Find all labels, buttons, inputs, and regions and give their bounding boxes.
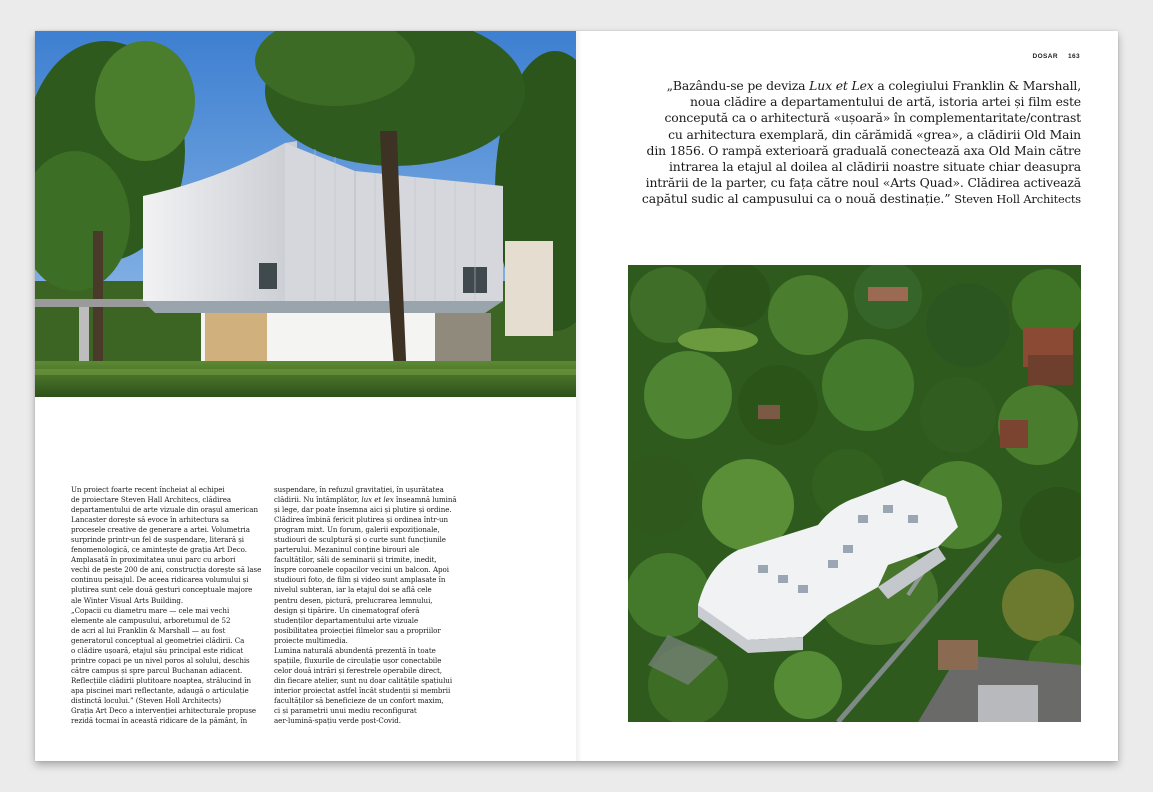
motto: lux et lex [361, 495, 394, 505]
text-line: și lege, dar poate însemna aici și plutire și ordine. [274, 505, 452, 515]
text-line: Lumina naturală abundentă prezentă în toate [274, 645, 436, 655]
text-line: de acri al lui Franklin & Marshall — au fost [71, 625, 226, 635]
text-line: design și tipărire. Un cinematograf oferă [274, 605, 420, 615]
text-line: celor două intrări și ferestrele operabile direct, [274, 665, 442, 675]
text-line: suspendare, în refuzul gravitației, în ușurătatea [274, 485, 444, 494]
text-line: Clădirea îmbină fericit plutirea și ordinea într-un [274, 515, 449, 525]
text-line: ale Winter Visual Arts Building. [71, 595, 184, 605]
quote-line: intrării de la parter, cu fața către noul «Arts Quad». Clădirea activează [645, 175, 1081, 191]
text-line: Grația Art Deco a intervenției arhitecturale propuse [71, 706, 257, 716]
text-line: Un proiect foarte recent încheiat al echipei [71, 485, 225, 494]
text-line: procesele creative de generare a artei. Volumetria [71, 525, 250, 535]
section-label: DOSAR [1032, 53, 1058, 60]
text-line: o clădire ușoară, etajul său principal este ridicat [71, 645, 244, 655]
text-line: distinctă locului.” (Steven Holl Architects) [71, 695, 222, 705]
text-line: aer-lumină-spațiu verde post-Covid. [274, 716, 401, 725]
text-line: înspre coroanele copacilor vecini un balcon. Apoi [274, 565, 449, 575]
text-line: generatorul conceptual al geometriei clădirii. Ca [71, 635, 245, 645]
text-line: facultăților să beneficieze de un confort maxim, [274, 695, 444, 705]
text-line: Amplasată în proximitatea unui parc cu arbori [71, 555, 236, 565]
text-line: facultăților, săli de seminarii și trimite, inedit, [274, 555, 437, 565]
text-line: nivelul subteran, iar la etajul doi se află cele [274, 585, 432, 595]
text-line: printre copaci pe un nivel poros al solului, deschis [71, 655, 250, 665]
building-exterior-photo [35, 31, 576, 397]
text-line: posibilitatea proiecției filmelor sau a propriilor [274, 625, 441, 635]
text-line: de proiectare Steven Hall Architecs, clădirea [71, 495, 232, 505]
text-line: pentru desen, pictură, prelucrarea lemnului, [274, 595, 433, 605]
text-line: studenților departamentului arte vizuale [274, 615, 419, 625]
body-text-column-2 [274, 485, 479, 725]
text-line: parterului. Mezaninul conține birouri ale [274, 545, 420, 555]
quote-line: capătul sudic al campusului ca o nouă destinație.” Steven Holl Architects [641, 191, 1081, 207]
text-line: continuu peisajul. De aceea ridicarea volumului și [71, 575, 249, 585]
quote-line: noua clădire a departamentului de artă, istoria artei și film este [689, 94, 1081, 110]
text-line: rezidă tocmai în această ridicare de la pământ, în [71, 716, 248, 725]
text-line: proiecte multimedia. [274, 635, 348, 645]
text-line: apa piscinei mari reflectante, adaugă o articulație [71, 685, 249, 695]
text-line: Reflecțiile clădirii plutitoare noaptea, strălucind în [71, 675, 251, 685]
text-line: departamentului de arte vizuale din orașul american [71, 505, 258, 515]
aerial-view-photo [628, 265, 1081, 722]
text-line: elemente ale campusului, arboretumul de 52 [71, 615, 231, 625]
quote-line: cu arhitectura exemplară, din cărămidă «grea», a clădirii Old Main [668, 126, 1081, 142]
text-line: „Copacii cu diametru mare — cele mai vechi [71, 605, 230, 615]
text-line: către campus și spre parcul Buchanan adiacent. [71, 665, 243, 675]
quote-line: din 1856. O rampă exterioară graduală conectează axa Old Main către [646, 142, 1081, 158]
quote-line: concepută ca o arhitectură «ușoară» în complementaritate/contrast [664, 110, 1081, 126]
text-line: plutirea sunt cele două gesturi conceptuale majore [71, 585, 253, 595]
text-line: ci și parametrii unui mediu reconfigurat [274, 706, 417, 716]
text-line: fenomenologică, ce amintește de grația Art Deco. [71, 545, 247, 555]
page-gutter [576, 31, 582, 761]
text-line: studiouri de sculptură și o curte sunt funcțiunile [274, 535, 446, 545]
text-line: din fiecare atelier, sunt nu doar calitățile spațiului [274, 675, 453, 685]
quote-line: „Bazându-se pe deviza Lux et Lex a colegiului Franklin & Marshall, [666, 78, 1081, 93]
text-line: interior proiectat astfel încât studenții și membrii [274, 685, 451, 695]
quote-line: intrarea la etajul al doilea al clădirii noastre situate chiar deasupra [668, 159, 1081, 175]
architect-quote [625, 78, 1081, 208]
text-line: studiouri foto, de film și video sunt amplasate în [274, 575, 446, 585]
magazine-spread [35, 31, 1118, 761]
quote-credit: Steven Holl Architects [954, 192, 1081, 207]
text-line: Lancaster dorește să evoce în arhitectura sa [71, 515, 229, 525]
running-head [1032, 53, 1080, 60]
motto: Lux et Lex [809, 78, 874, 93]
body-text-column-1 [71, 485, 276, 725]
page-number: 163 [1067, 53, 1080, 60]
text-line: spațiile, fluxurile de circulație ușor conectabile [274, 655, 442, 665]
text-line: program mixt. Un forum, galerii expoziționale, [274, 525, 440, 535]
text-line: surprinde printr-un fel de suspendare, literară și [71, 535, 245, 545]
text-line: vechi de peste 200 de ani, construcția dorește să lase [71, 565, 262, 575]
text-line: clădirii. Nu întâmplător, lux et lex înseamnă lumină [274, 495, 457, 505]
